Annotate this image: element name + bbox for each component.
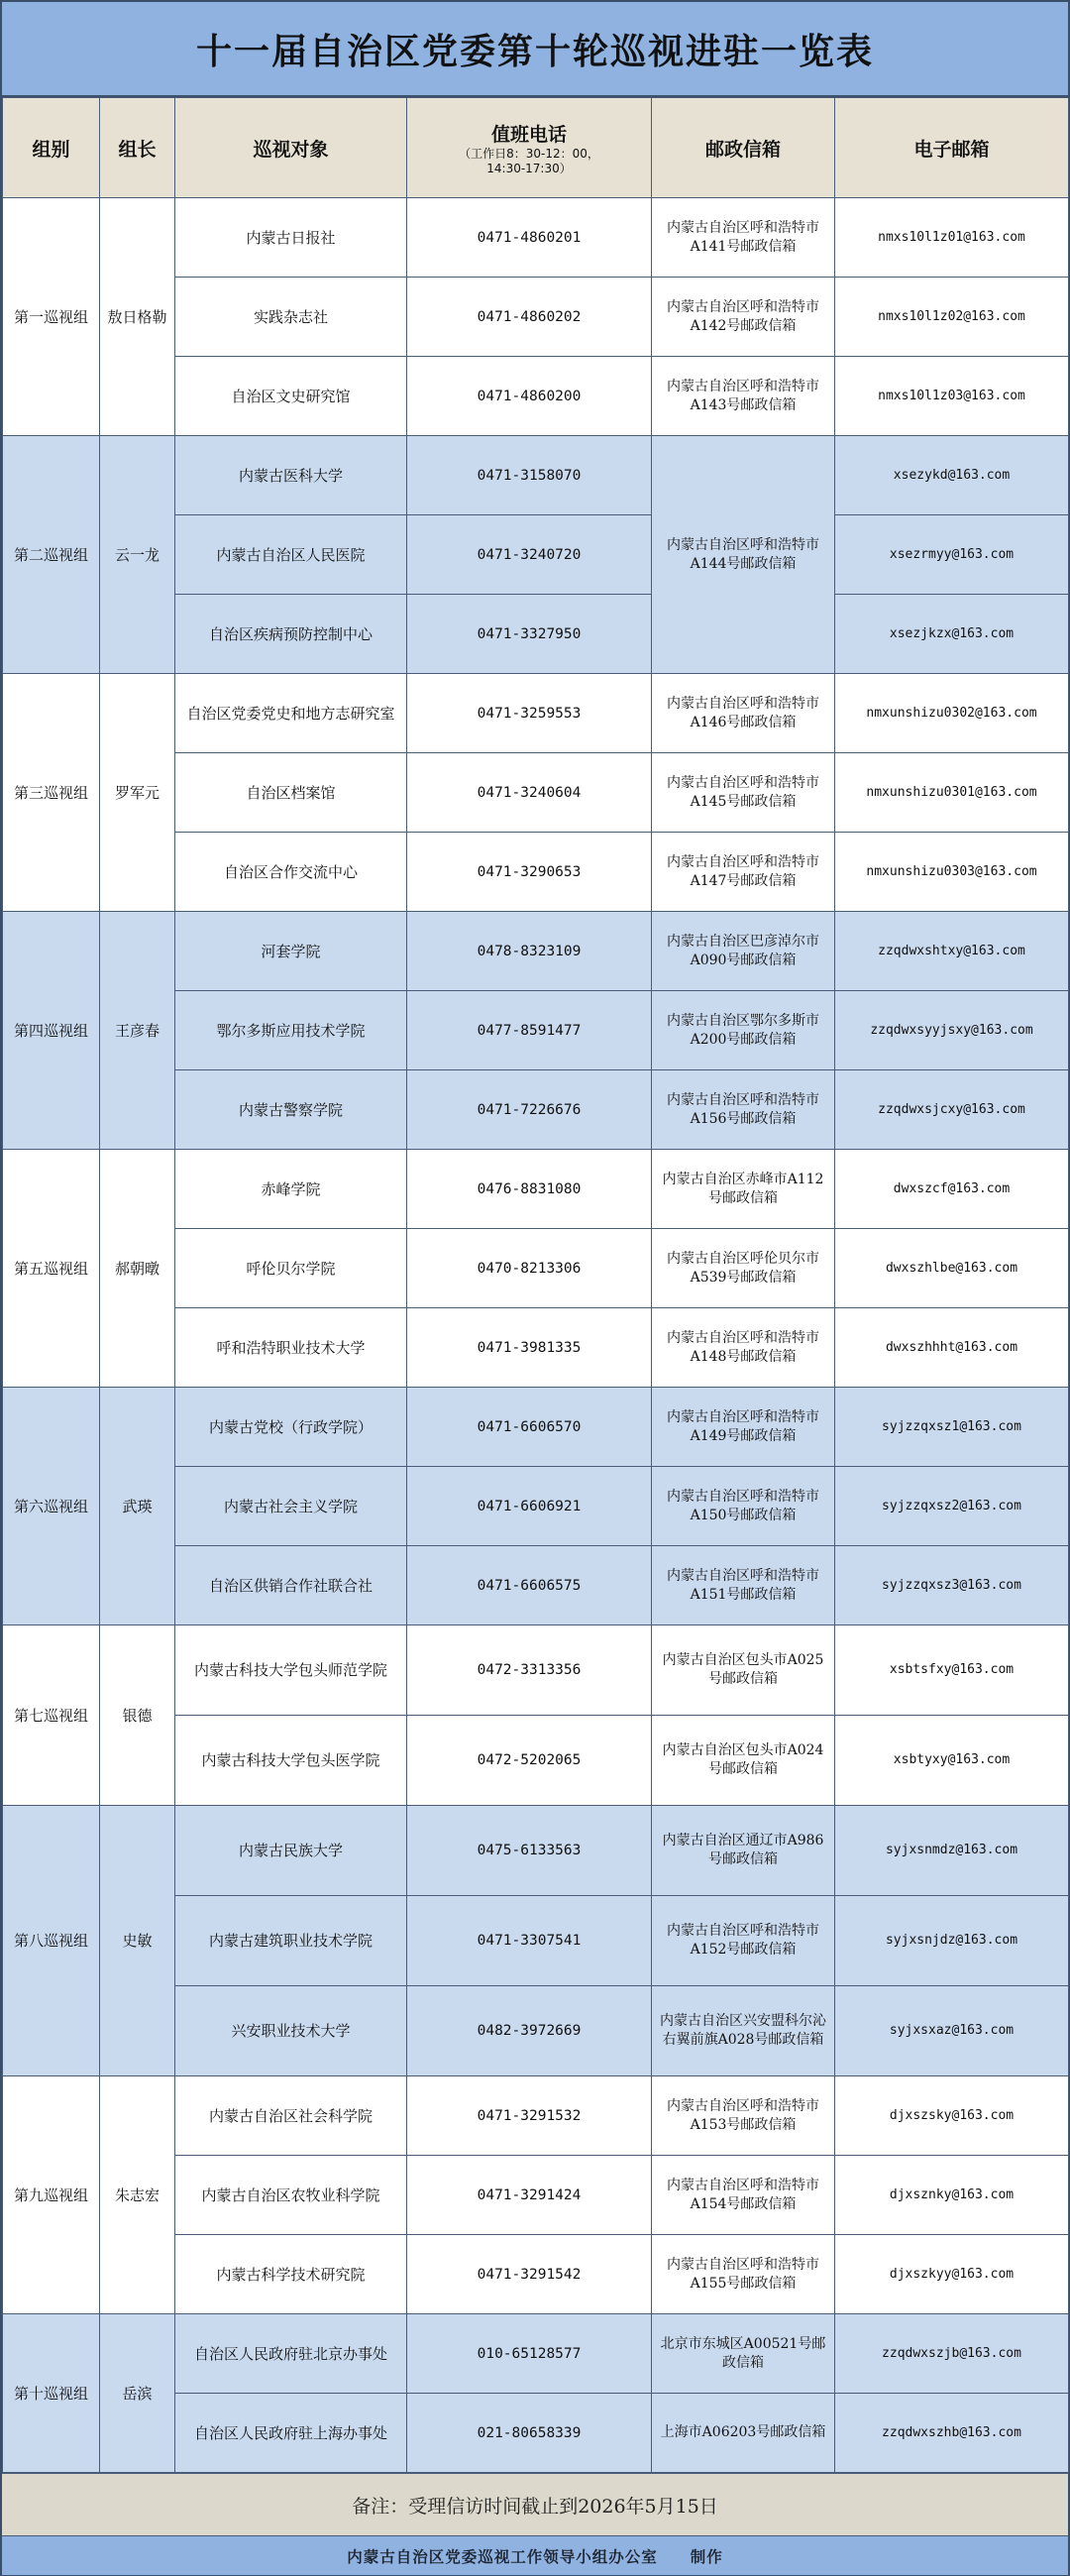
email-address: zzqdwxszhb@163.com [835,2394,1069,2473]
email-address: djxszkyy@163.com [835,2235,1069,2314]
postal-box: 内蒙古自治区呼和浩特市A142号邮政信箱 [652,278,835,357]
group-name: 第三巡视组 [3,674,100,912]
email-address: xsezykd@163.com [835,436,1069,515]
duty-phone: 0471-6606570 [407,1388,652,1467]
postal-box: 内蒙古自治区呼伦贝尔市A539号邮政信箱 [652,1229,835,1308]
email-address: dwxszhhht@163.com [835,1308,1069,1388]
group-leader: 武瑛 [100,1388,175,1625]
table-row [3,2076,1069,2156]
email-address: syjxsxaz@163.com [835,1986,1069,2076]
inspection-target: 内蒙古党校（行政学院） [175,1388,407,1467]
inspection-target: 鄂尔多斯应用技术学院 [175,991,407,1070]
duty-phone: 0471-7226676 [407,1070,652,1150]
duty-phone: 0471-3290653 [407,833,652,912]
postal-box: 内蒙古自治区呼和浩特市A149号邮政信箱 [652,1388,835,1467]
email-address: syjzzqxsz1@163.com [835,1388,1069,1467]
postal-box: 内蒙古自治区呼和浩特市A150号邮政信箱 [652,1467,835,1546]
email-address: syjzzqxsz3@163.com [835,1546,1069,1625]
deadline-note: 备注：受理信访时间截止到2026年5月15日 [2,2473,1068,2535]
postal-box: 内蒙古自治区包头市A024号邮政信箱 [652,1716,835,1806]
duty-phone: 0482-3972669 [407,1986,652,2076]
inspection-target: 赤峰学院 [175,1150,407,1229]
postal-box: 内蒙古自治区巴彦淖尔市A090号邮政信箱 [652,912,835,991]
page-title: 十一届自治区党委第十轮巡视进驻一览表 [2,2,1068,97]
inspection-target: 内蒙古日报社 [175,198,407,278]
postal-box: 内蒙古自治区呼和浩特市A152号邮政信箱 [652,1896,835,1986]
inspection-target: 内蒙古自治区农牧业科学院 [175,2156,407,2235]
email-address: dwxszcf@163.com [835,1150,1069,1229]
email-address: zzqdwxszjb@163.com [835,2314,1069,2394]
duty-phone: 0471-6606921 [407,1467,652,1546]
postal-box: 内蒙古自治区呼和浩特市A155号邮政信箱 [652,2235,835,2314]
group-leader: 史敏 [100,1806,175,2076]
inspection-target: 自治区人民政府驻北京办事处 [175,2314,407,2394]
email-address: xsbtsfxy@163.com [835,1625,1069,1716]
email-address: djxsznky@163.com [835,2156,1069,2235]
email-address: djxszsky@163.com [835,2076,1069,2156]
inspection-target: 河套学院 [175,912,407,991]
duty-phone: 0471-6606575 [407,1546,652,1625]
table-row [3,1388,1069,1467]
inspection-target: 内蒙古自治区社会科学院 [175,2076,407,2156]
group-leader: 郝朝暾 [100,1150,175,1388]
postal-box: 内蒙古自治区兴安盟科尔沁右翼前旗A028号邮政信箱 [652,1986,835,2076]
footer-credit: 内蒙古自治区党委巡视工作领导小组办公室 制作 [2,2535,1068,2575]
inspection-table [2,97,1069,2473]
inspection-target: 自治区合作交流中心 [175,833,407,912]
email-address: syjxsnjdz@163.com [835,1896,1069,1986]
postal-box: 内蒙古自治区呼和浩特市A154号邮政信箱 [652,2156,835,2235]
duty-phone: 0471-3291424 [407,2156,652,2235]
group-leader: 银德 [100,1625,175,1806]
group-leader: 王彦春 [100,912,175,1150]
inspection-target: 内蒙古医科大学 [175,436,407,515]
postal-box: 上海市A06203号邮政信箱 [652,2394,835,2473]
group-leader: 朱志宏 [100,2076,175,2314]
duty-phone: 0471-3158070 [407,436,652,515]
email-address: zzqdwxsjcxy@163.com [835,1070,1069,1150]
email-address: xsbtyxy@163.com [835,1716,1069,1806]
postal-box: 内蒙古自治区鄂尔多斯市A200号邮政信箱 [652,991,835,1070]
header-phone-hours-2: 14:30-17:30） [486,161,572,175]
group-name: 第五巡视组 [3,1150,100,1388]
header-row [3,98,1069,198]
duty-phone: 0470-8213306 [407,1229,652,1308]
group-name: 第四巡视组 [3,912,100,1150]
postal-box: 内蒙古自治区呼和浩特市A147号邮政信箱 [652,833,835,912]
header-email: 电子邮箱 [835,98,1069,198]
inspection-target: 内蒙古民族大学 [175,1806,407,1896]
inspection-target: 内蒙古科技大学包头师范学院 [175,1625,407,1716]
email-address: nmxunshizu0301@163.com [835,753,1069,833]
table-row [3,198,1069,278]
group-name: 第二巡视组 [3,436,100,674]
group-name: 第六巡视组 [3,1388,100,1625]
table-row [3,912,1069,991]
duty-phone: 0471-4860201 [407,198,652,278]
group-leader: 岳滨 [100,2314,175,2473]
postal-box: 内蒙古自治区赤峰市A112号邮政信箱 [652,1150,835,1229]
inspection-target: 内蒙古社会主义学院 [175,1467,407,1546]
duty-phone: 0471-3240720 [407,515,652,595]
postal-box: 内蒙古自治区呼和浩特市A146号邮政信箱 [652,674,835,753]
duty-phone: 0472-5202065 [407,1716,652,1806]
inspection-target: 内蒙古科技大学包头医学院 [175,1716,407,1806]
email-address: nmxunshizu0302@163.com [835,674,1069,753]
email-address: nmxs10l1z03@163.com [835,357,1069,436]
header-group: 组别 [3,98,100,198]
header-phone [407,98,652,198]
inspection-target: 自治区人民政府驻上海办事处 [175,2394,407,2473]
inspection-target: 自治区疾病预防控制中心 [175,595,407,674]
duty-phone: 010-65128577 [407,2314,652,2394]
email-address: syjxsnmdz@163.com [835,1806,1069,1896]
inspection-target: 呼和浩特职业技术大学 [175,1308,407,1388]
duty-phone: 0471-3307541 [407,1896,652,1986]
group-name: 第十巡视组 [3,2314,100,2473]
duty-phone: 0475-6133563 [407,1806,652,1896]
duty-phone: 0471-3981335 [407,1308,652,1388]
group-name: 第八巡视组 [3,1806,100,2076]
inspection-target: 自治区文史研究馆 [175,357,407,436]
inspection-target: 自治区党委党史和地方志研究室 [175,674,407,753]
duty-phone: 0471-3327950 [407,595,652,674]
header-phone-label: 值班电话 [490,123,567,146]
email-address: nmxs10l1z01@163.com [835,198,1069,278]
email-address: xsezrmyy@163.com [835,515,1069,595]
email-address: syjzzqxsz2@163.com [835,1467,1069,1546]
inspection-target: 兴安职业技术大学 [175,1986,407,2076]
group-leader: 罗军元 [100,674,175,912]
postal-box: 内蒙古自治区呼和浩特市A145号邮政信箱 [652,753,835,833]
table-row [3,436,1069,515]
duty-phone: 0472-3313356 [407,1625,652,1716]
table-row [3,1806,1069,1896]
table-row [3,674,1069,753]
inspection-target: 内蒙古科学技术研究院 [175,2235,407,2314]
inspection-target: 内蒙古警察学院 [175,1070,407,1150]
inspection-target: 内蒙古自治区人民医院 [175,515,407,595]
inspection-target: 实践杂志社 [175,278,407,357]
postal-box: 北京市东城区A00521号邮政信箱 [652,2314,835,2394]
inspection-target: 自治区档案馆 [175,753,407,833]
duty-phone: 0476-8831080 [407,1150,652,1229]
email-address: nmxunshizu0303@163.com [835,833,1069,912]
email-address: zzqdwxsyyjsxy@163.com [835,991,1069,1070]
email-address: xsezjkzx@163.com [835,595,1069,674]
header-postal: 邮政信箱 [652,98,835,198]
email-address: nmxs10l1z02@163.com [835,278,1069,357]
postal-box: 内蒙古自治区呼和浩特市A144号邮政信箱 [652,436,835,674]
inspection-target: 内蒙古建筑职业技术学院 [175,1896,407,1986]
email-address: dwxszhlbe@163.com [835,1229,1069,1308]
postal-box: 内蒙古自治区呼和浩特市A153号邮政信箱 [652,2076,835,2156]
table-row [3,1150,1069,1229]
group-name: 第一巡视组 [3,198,100,436]
postal-box: 内蒙古自治区通辽市A986号邮政信箱 [652,1806,835,1896]
inspection-target: 呼伦贝尔学院 [175,1229,407,1308]
postal-box: 内蒙古自治区呼和浩特市A151号邮政信箱 [652,1546,835,1625]
postal-box: 内蒙古自治区呼和浩特市A141号邮政信箱 [652,198,835,278]
group-name: 第七巡视组 [3,1625,100,1806]
table-row [3,2314,1069,2394]
postal-box: 内蒙古自治区呼和浩特市A143号邮政信箱 [652,357,835,436]
duty-phone: 0471-3240604 [407,753,652,833]
table-body [3,198,1069,2473]
group-name: 第九巡视组 [3,2076,100,2314]
duty-phone: 0471-3259553 [407,674,652,753]
postal-box: 内蒙古自治区呼和浩特市A156号邮政信箱 [652,1070,835,1150]
duty-phone: 0478-8323109 [407,912,652,991]
duty-phone: 0471-3291532 [407,2076,652,2156]
duty-phone: 0471-4860200 [407,357,652,436]
group-leader: 敖日格勒 [100,198,175,436]
postal-box: 内蒙古自治区呼和浩特市A148号邮政信箱 [652,1308,835,1388]
duty-phone: 0477-8591477 [407,991,652,1070]
header-target: 巡视对象 [175,98,407,198]
postal-box: 内蒙古自治区包头市A025号邮政信箱 [652,1625,835,1716]
header-leader: 组长 [100,98,175,198]
inspection-target: 自治区供销合作社联合社 [175,1546,407,1625]
table-row [3,1625,1069,1716]
duty-phone: 021-80658339 [407,2394,652,2473]
email-address: zzqdwxshtxy@163.com [835,912,1069,991]
header-phone-hours-1: （工作日8：30-12：00， [459,146,599,161]
duty-phone: 0471-3291542 [407,2235,652,2314]
duty-phone: 0471-4860202 [407,278,652,357]
group-leader: 云一龙 [100,436,175,674]
